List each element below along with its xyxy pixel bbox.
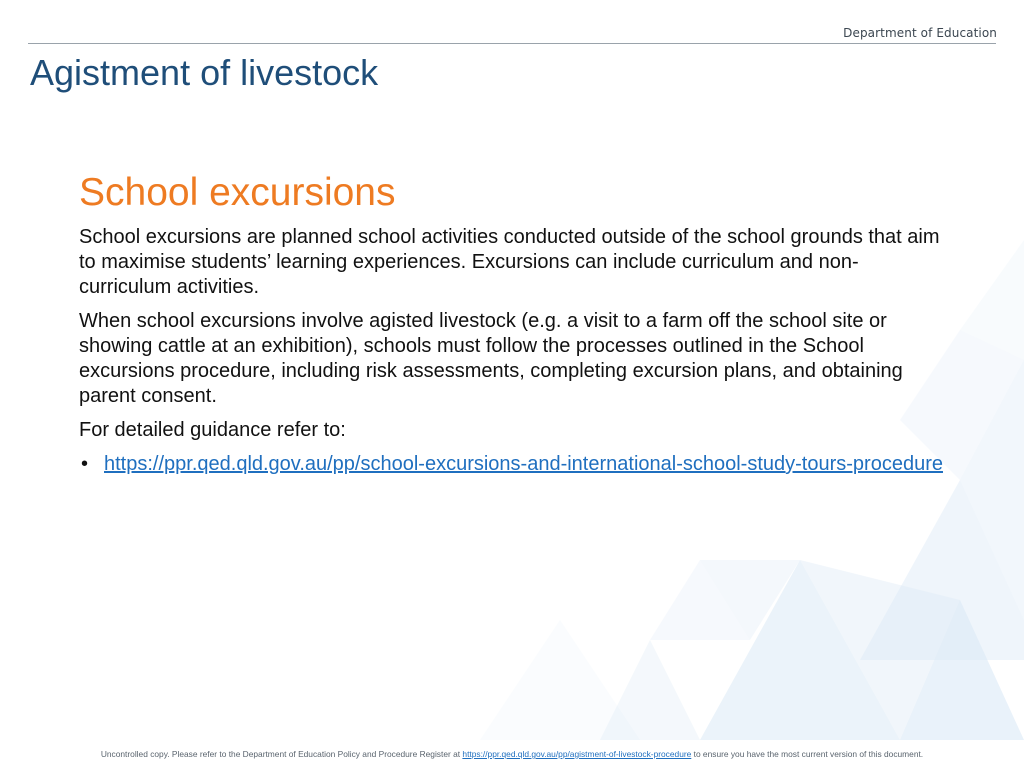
school-excursions-procedure-link[interactable]: https://ppr.qed.qld.gov.au/pp/school-excursions-and-international-school-study-tours-procedure bbox=[104, 453, 943, 475]
paragraph-intro: School excursions are planned school activities conducted outside of the school grounds that aim to maximise students’ learning experiences. Excursions can include curriculum and non-curriculum activities. bbox=[79, 226, 940, 298]
paragraph-guidance: For detailed guidance refer to: bbox=[79, 419, 346, 441]
header-divider bbox=[28, 43, 996, 44]
paragraph-agisted-livestock: When school excursions involve agisted livestock (e.g. a visit to a farm off the school site or showing cattle at an exhibition), schools must follow the processes outlined in the School excursions procedure, including risk assessments, completing excursion plans, and obtaining parent consent. bbox=[79, 310, 903, 407]
section-heading: School excursions bbox=[79, 171, 396, 214]
footer-procedure-link[interactable]: https://ppr.qed.qld.gov.au/pp/agistment-of-livestock-procedure bbox=[462, 749, 692, 759]
page-title: Agistment of livestock bbox=[30, 52, 379, 93]
footer-disclaimer bbox=[0, 749, 1024, 759]
main-content bbox=[79, 170, 949, 477]
bullet-icon: • bbox=[81, 453, 89, 475]
link-list bbox=[79, 452, 949, 477]
footer-text-after: to ensure you have the most current version of this document. bbox=[691, 749, 924, 759]
footer-text-before: Uncontrolled copy. Please refer to the Department of Education Policy and Procedure Register at bbox=[100, 749, 463, 759]
department-of-education-logo: Department of Education bbox=[843, 26, 997, 40]
list-item bbox=[79, 452, 949, 477]
